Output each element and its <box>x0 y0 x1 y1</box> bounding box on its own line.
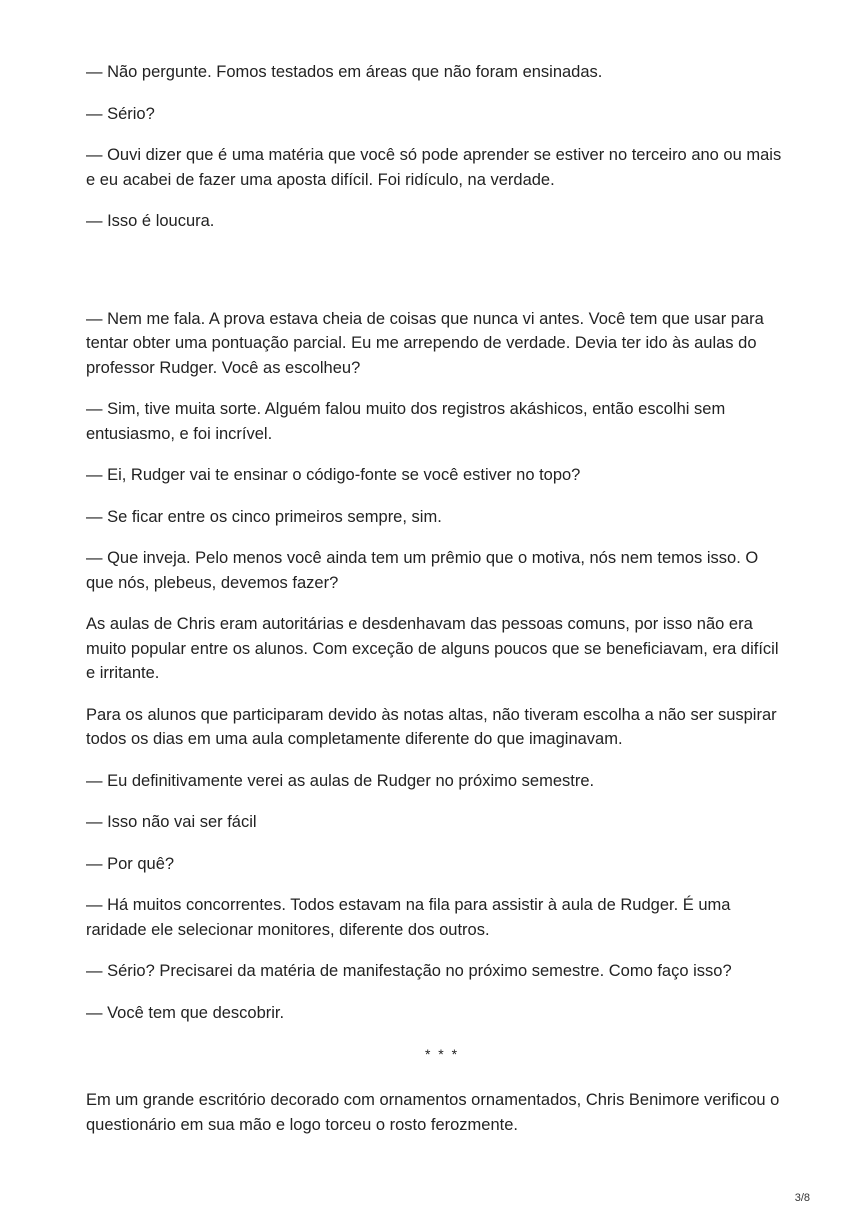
blank-gap <box>86 251 786 307</box>
document-page <box>86 60 786 1154</box>
paragraph: — Sim, tive muita sorte. Alguém falou muito dos registros akáshicos, então escolhi sem entusiasmo, e foi incrível. <box>86 400 726 443</box>
paragraph: — Você tem que descobrir. <box>86 1003 285 1022</box>
paragraph: — Eu definitivamente verei as aulas de Rudger no próximo semestre. <box>86 771 595 790</box>
paragraph: — Nem me fala. A prova estava cheia de coisas que nunca vi antes. Você tem que usar para tentar obter uma pontuação parcial. Eu me arrependo de verdade. Devia ter ido às aulas do professor Rudger. Você as escolheu? <box>86 309 764 377</box>
page-number: 3/8 <box>794 1192 810 1204</box>
paragraph: — Que inveja. Pelo menos você ainda tem um prêmio que o motiva, nós nem temos isso. O que nós, plebeus, devemos fazer? <box>86 549 759 592</box>
paragraph: As aulas de Chris eram autoritárias e desdenhavam das pessoas comuns, por isso não era muito popular entre os alunos. Com exceção de alguns poucos que se beneficiavam, era difícil e irritante. <box>86 615 779 682</box>
paragraph: — Por quê? <box>86 854 175 873</box>
paragraph: — Há muitos concorrentes. Todos estavam na fila para assistir à aula de Rudger. É uma raridade ele selecionar monitores, diferente dos outros. <box>86 896 731 939</box>
paragraph: Para os alunos que participaram devido às notas altas, não tiveram escolha a não ser suspirar todos os dias em uma aula completamente diferente do que imaginavam. <box>86 705 777 748</box>
paragraph: — Ei, Rudger vai te ensinar o código-fonte se você estiver no topo? <box>86 466 581 484</box>
paragraph: — Ouvi dizer que é uma matéria que você só pode aprender se estiver no terceiro ano ou mais e eu acabei de fazer uma aposta difícil. Foi ridículo, na verdade. <box>86 146 782 189</box>
paragraph: — Não pergunte. Fomos testados em áreas que não foram ensinadas. <box>86 63 603 81</box>
paragraph: — Se ficar entre os cinco primeiros sempre, sim. <box>86 507 442 526</box>
paragraph: — Sério? Precisarei da matéria de manifestação no próximo semestre. Como faço isso? <box>86 962 732 980</box>
paragraph: — Isso é loucura. <box>86 212 215 230</box>
paragraph: — Isso não vai ser fácil <box>86 813 257 831</box>
paragraph: — Sério? <box>86 104 155 123</box>
paragraph: Em um grande escritório decorado com ornamentos ornamentados, Chris Benimore verificou o questionário em sua mão e logo torceu o rosto ferozmente. <box>86 1091 780 1134</box>
scene-break: * * * <box>424 1046 460 1062</box>
